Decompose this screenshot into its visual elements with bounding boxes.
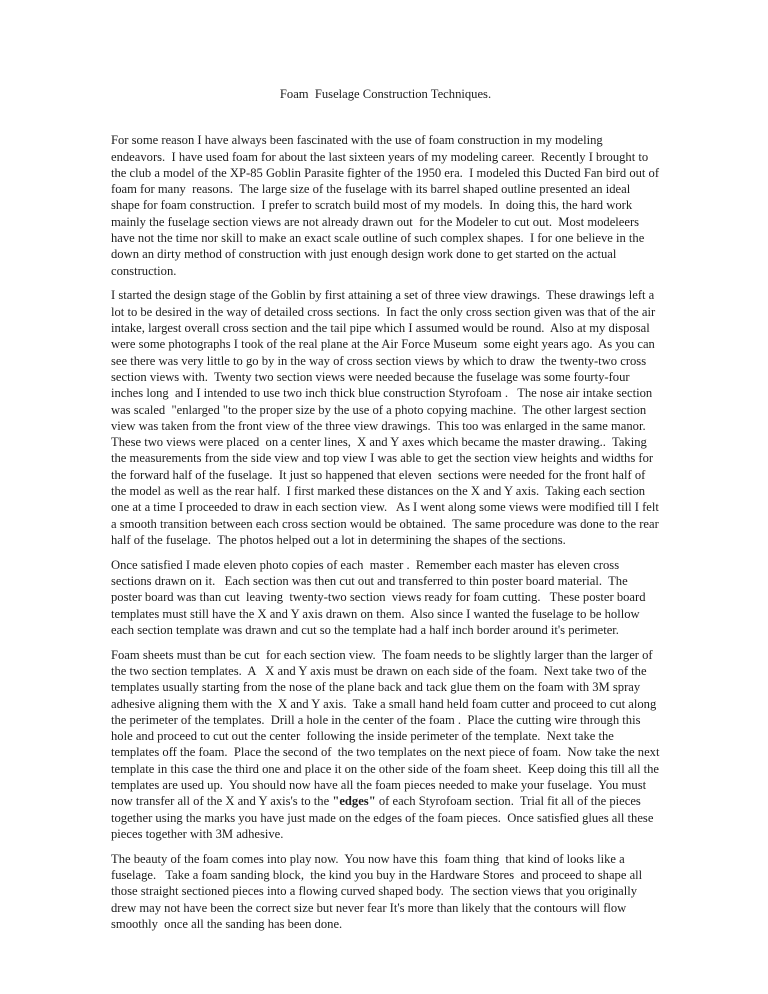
- paragraph-templates: Once satisfied I made eleven photo copies of each master . Remember each master has eleven cross sections drawn on it. Each section was then cut out and transferred to thin poster board material. The poster board was than cut leaving twenty-two section views ready for foam cutting. These poster board templates must still have the X and Y axis drawn on them. Also since I wanted the fuselage to be hollow each section template was drawn and cut so the template had a half inch border around it's perimeter.: [111, 557, 649, 637]
- paragraph-design-stage: I started the design stage of the Goblin by first attaining a set of three view drawings. These drawings left a lot to be desired in the way of detailed cross sections. In fact the only cross section given was that of the air intake, largest overall cross section and the tail pipe which I assumed would be round. Also at my disposal were some photographs I took of the real plane at the Air Force Museum some eight years ago. As you can see there was very little to go by in the way of cross section views by which to draw the twenty-two cross section views with. Twenty two section views were needed because the fuselage was some fourty-four inches long and I intended to use two inch thick blue construction Styrofoam . The nose air intake section was scaled "enlarged "to the proper size by the use of a photo copying machine. The other largest section view was taken from the front view of the three view drawings. This too was enlarged in the same manor. These two views were placed on a center lines, X and Y axes which became the master drawing.. Taking the measurements from the side view and top view I was able to get the section view heights and widths for the forward half of the fuselage. It just so happened that eleven sections were needed for the front half of the model as well as the rear half. I first marked these distances on the X and Y axis. Taking each section one at a time I proceeded to draw in each section view. As I went along some views were modified till I felt a smooth transition between each cross section would be obtained. The same procedure was done to the rear half of the fuselage. The photos helped out a lot in determining the shapes of the sections.: [111, 288, 663, 547]
- document-title: Foam Fuselage Construction Techniques.: [279, 87, 492, 101]
- paragraph-foam-cutting: [111, 647, 663, 843]
- paragraph-foam-cutting-text-before-bold: Foam sheets must than be cut for each section view. The foam needs to be slightly larger than the larger of the two section templates. A X and Y axis must be drawn on each side of the foam. Next take two of the templates usually starting from the nose of the plane back and tack glue them on the foam with 3M spray adhesive aligning them with the X and Y axis. Take a small hand held foam cutter and proceed to cut along the perimeter of the templates. Drill a hole in the center of the foam . Place the cutting wire through this hole and proceed to cut out the center following the inside perimeter of the template. Next take the templates off the foam. Place the second of the two templates on the next piece of foam. Now take the next template in this case the third one and place it on the other side of the foam sheet. Keep doing this till all the templates are used up. You should now have all the foam pieces needed to make your fuselage. You must now transfer all of the X and Y axis's to the: [111, 647, 663, 809]
- paragraph-foam-cutting-text-after-bold: of each Styrofoam section. Trial fit all of the pieces together using the marks you have just made on the edges of the foam pieces. Once satisfied glues all these pieces together with 3M adhesive.: [111, 794, 657, 841]
- paragraph-sanding: The beauty of the foam comes into play now. You now have this foam thing that kind of looks like a fuselage. Take a foam sanding block, the kind you buy in the Hardware Stores and proceed to shape all those straight sectioned pieces into a flowing curved shaped body. The section views that you originally drew may not have been the correct size but never fear It's more than likely that the contours will flow smoothly once all the sanding has been done.: [111, 851, 646, 931]
- paragraph-intro: For some reason I have always been fascinated with the use of foam construction in my modeling endeavors. I have used foam for about the last sixteen years of my modeling career. Recently I brought to the club a model of the XP-85 Goblin Parasite fighter of the 1950 era. I modeled this Ducted Fan bird out of foam for many reasons. The large size of the fuselage with its barrel shaped outline presented an ideal shape for foam construction. I prefer to scratch build most of my models. In doing this, the hard work mainly the fuselage section views are not already drawn out for the Modeler to cut out. Most modeleers have not the time nor skill to make an exact scale outline of such complex shapes. I for one believe in the down an dirty method of construction with just enough design work done to get started on the actual construction.: [111, 133, 663, 278]
- paragraph-foam-cutting-bold-word: "edges": [332, 794, 376, 809]
